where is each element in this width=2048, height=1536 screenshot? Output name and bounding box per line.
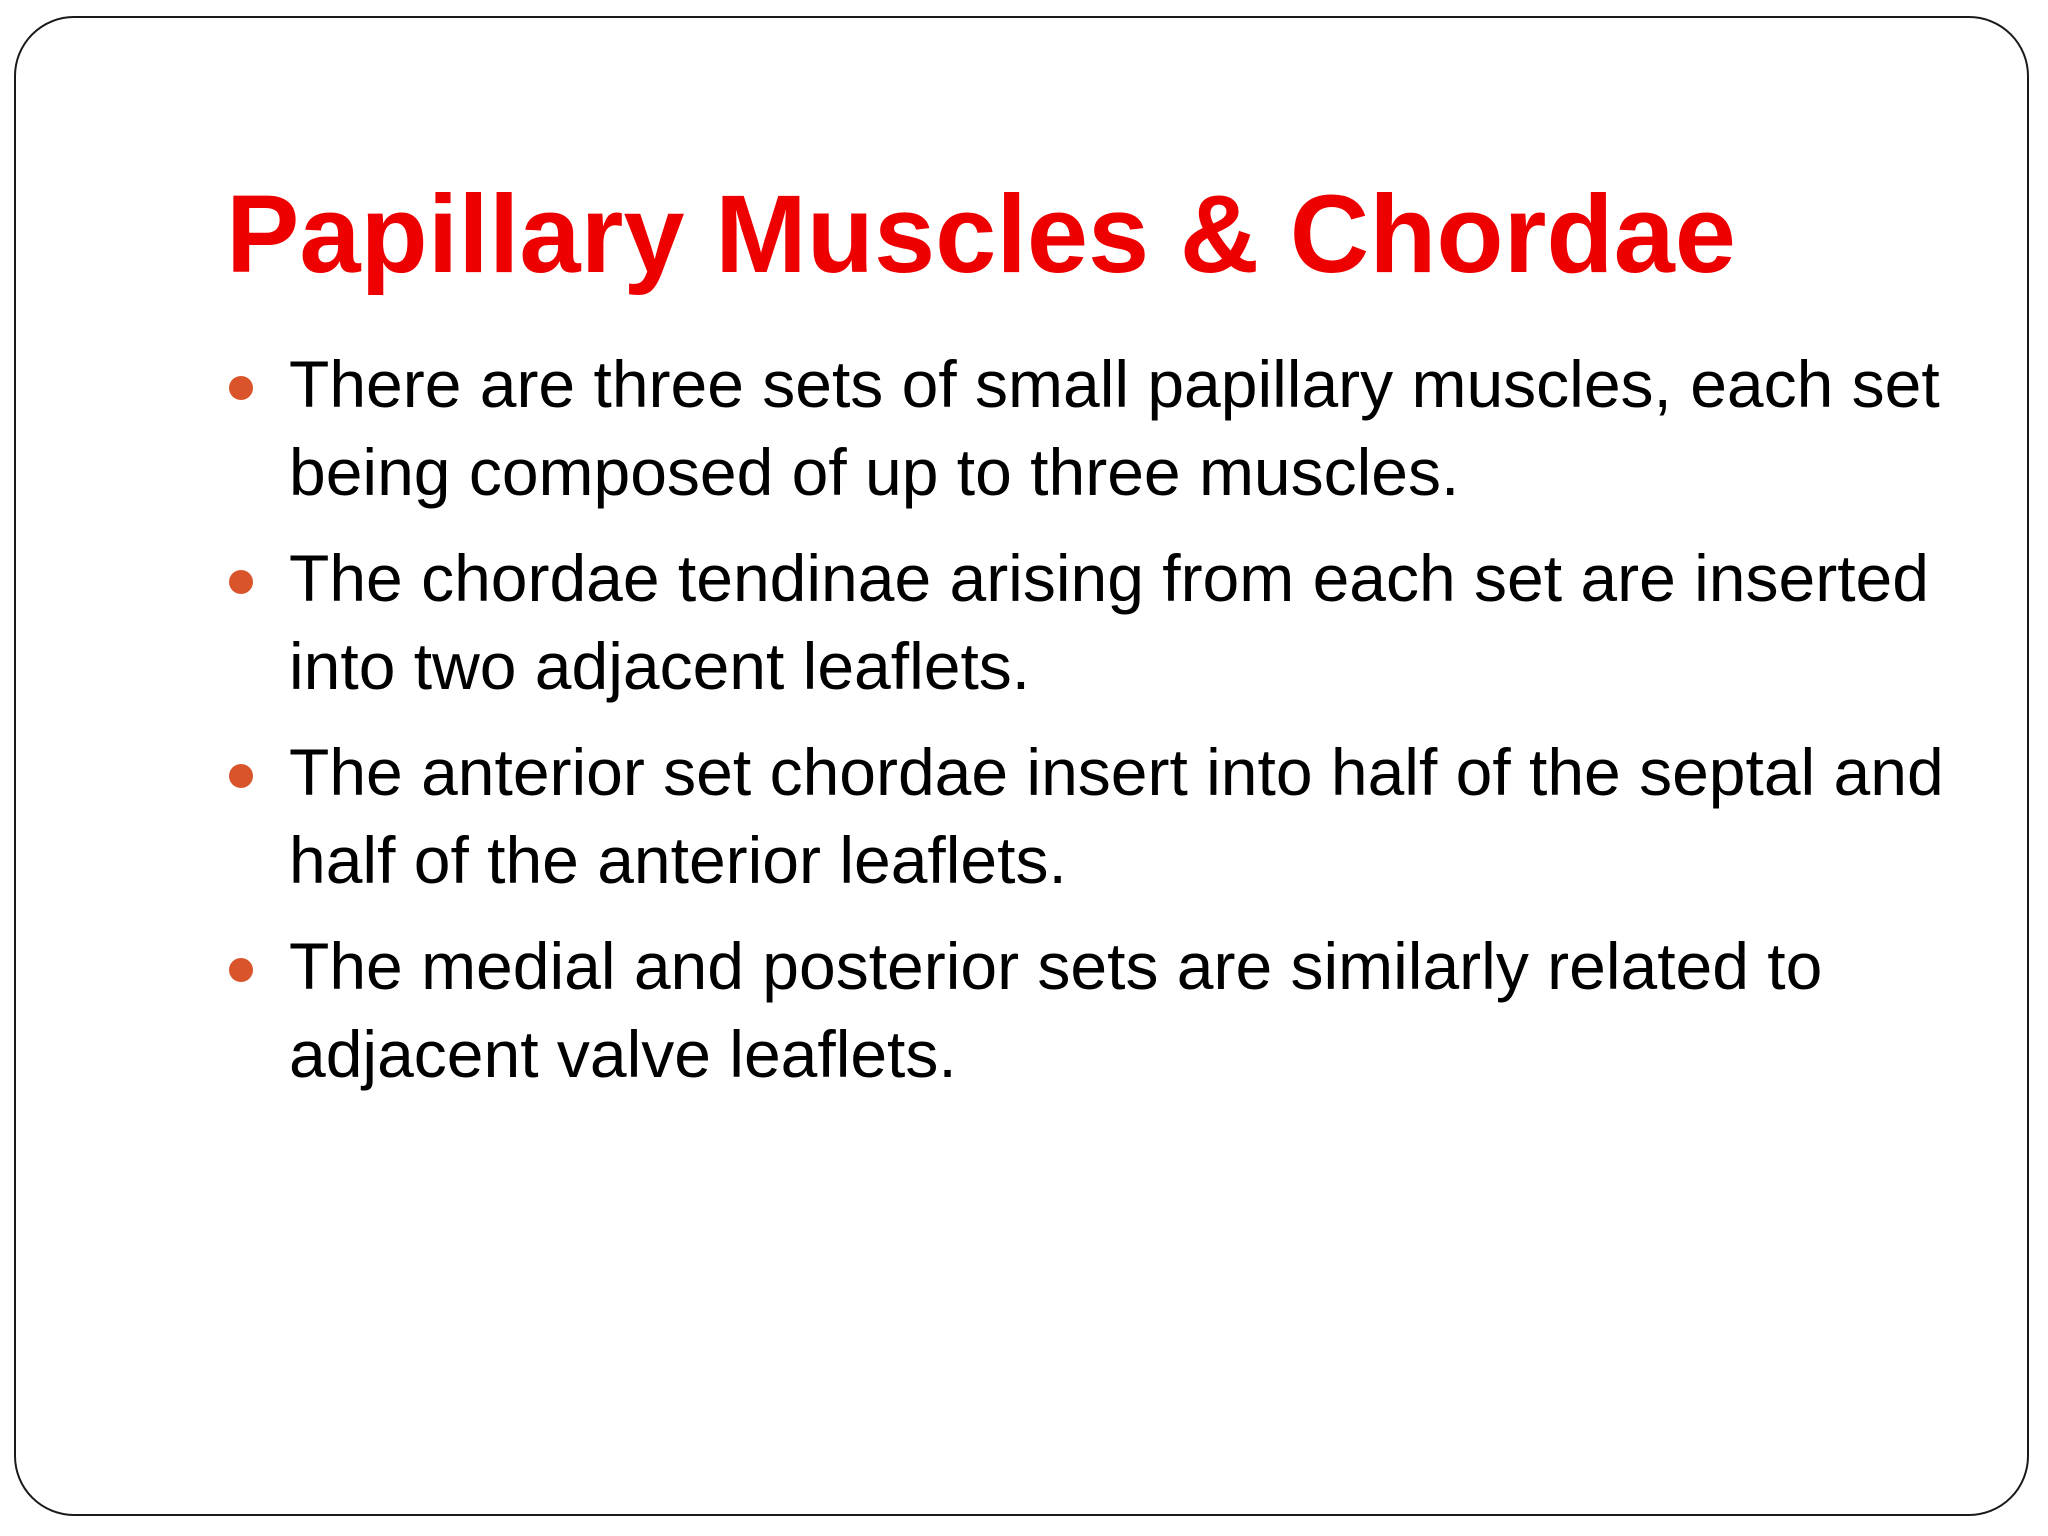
- bullet-dot-icon: [229, 958, 253, 982]
- bullet-item: [226, 534, 1966, 710]
- bullet-text: The medial and posterior sets are similarly related to adjacent valve leaflets.: [289, 929, 1823, 1091]
- bullet-dot-icon: [229, 376, 253, 400]
- bullet-text: The anterior set chordae insert into half of the septal and half of the anterior leaflets.: [289, 735, 1944, 897]
- bullet-list: [226, 340, 1966, 1116]
- bullet-dot-icon: [229, 764, 253, 788]
- bullet-text: There are three sets of small papillary muscles, each set being composed of up to three muscles.: [289, 347, 1940, 509]
- bullet-item: [226, 728, 1966, 904]
- bullet-dot-icon: [229, 570, 253, 594]
- bullet-item: [226, 922, 1966, 1098]
- bullet-item: [226, 340, 1966, 516]
- bullet-text: The chordae tendinae arising from each set are inserted into two adjacent leaflets.: [289, 541, 1929, 703]
- slide-title: Papillary Muscles & Chordae: [226, 173, 1736, 296]
